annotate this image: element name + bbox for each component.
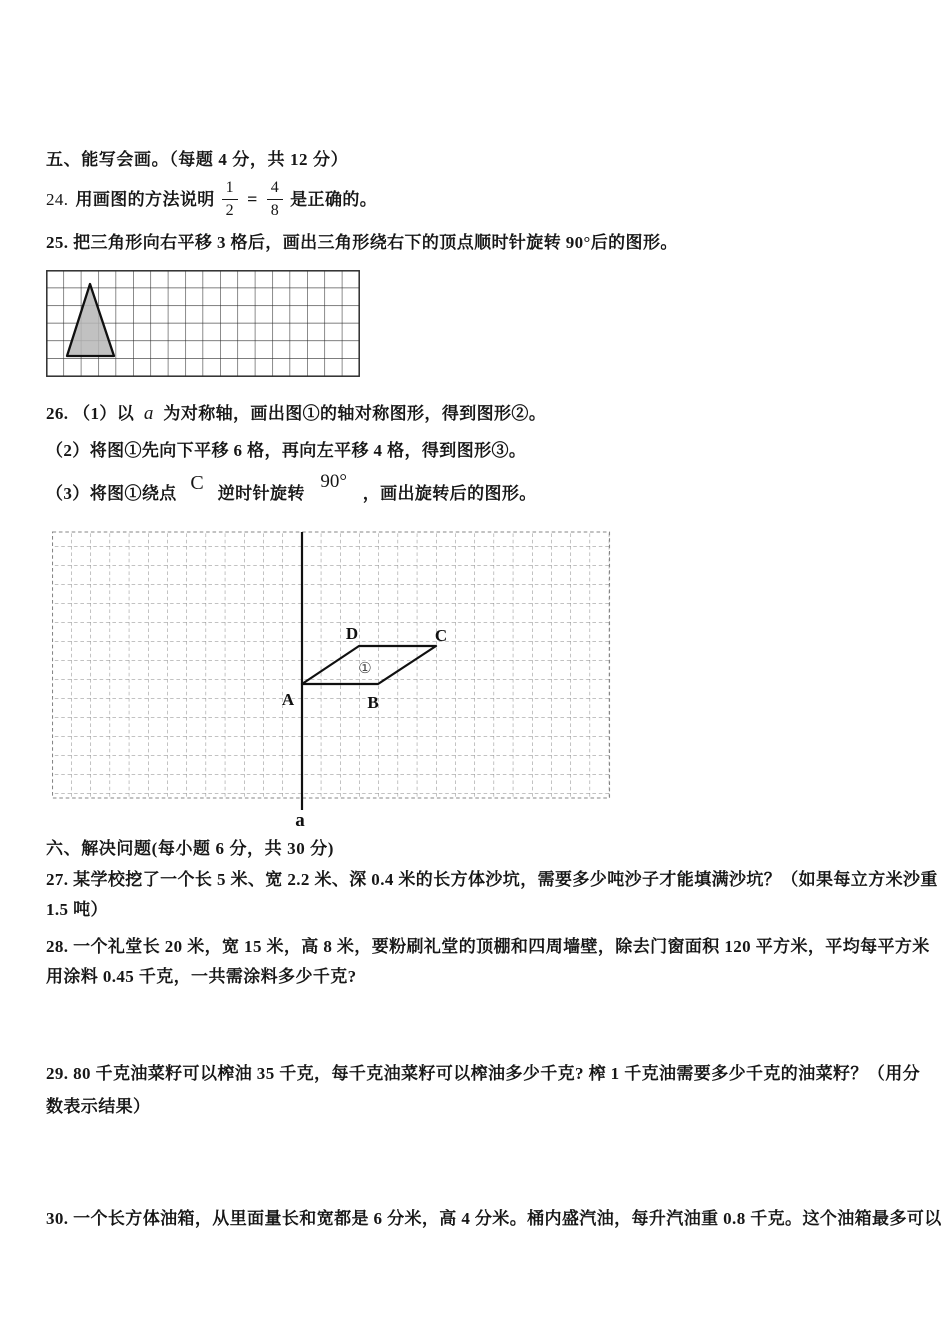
question-26-part1: [46, 403, 546, 424]
q26-rotation-angle: 90°: [320, 471, 348, 492]
axis-a-label: a: [295, 810, 305, 829]
vertex-b-label: B: [367, 693, 379, 712]
question-25: 25. 把三角形向右平移 3 格后，画出三角形绕右下的顶点顺时针旋转 90°后的图形。: [46, 233, 678, 252]
equals-sign: =: [247, 188, 258, 209]
vertex-d-label: D: [345, 624, 359, 643]
vertex-a-label: A: [281, 690, 295, 709]
q26-p3-mid: 逆时针旋转: [217, 484, 305, 503]
figure-triangle-grid: [46, 270, 360, 377]
question-24: [46, 176, 377, 222]
question-27-line2: 1.5 吨）: [46, 900, 108, 919]
question-27-line1: 27. 某学校挖了一个长 5 米、宽 2.2 米、深 0.4 米的长方体沙坑，需要多少吨沙子才能填满沙坑？（如果每立方米沙重: [46, 870, 938, 889]
vertex-c-label: C: [434, 626, 448, 645]
fraction-denominator: 2: [222, 199, 238, 219]
question-29-line2: 数表示结果）: [46, 1097, 151, 1116]
q26-p3-pre: （3）将图①绕点: [46, 484, 177, 503]
question-26-part2: （2）将图①先向下平移 6 格，再向左平移 4 格，得到图形③。: [46, 441, 527, 460]
question-28-line2: 用涂料 0.45 千克，一共需涂料多少千克?: [46, 967, 357, 986]
figure-symmetry-grid: [52, 527, 612, 829]
q24-text-post: 是正确的。: [290, 189, 378, 209]
q26-p3-post: ，画出旋转后的图形。: [362, 484, 537, 503]
q26-p1-post: 为对称轴，画出图①的轴对称图形，得到图形②。: [163, 404, 547, 423]
section5-heading: 五、能写会画。（每题 4 分，共 12 分）: [46, 150, 349, 169]
section6-heading: 六、解决问题(每小题 6 分，共 30 分): [46, 839, 335, 858]
shape1-circled-number: ①: [358, 661, 372, 677]
question-26-part3: [46, 471, 537, 504]
q24-number: 24.: [46, 189, 69, 209]
question-28-line1: 28. 一个礼堂长 20 米，宽 15 米，高 8 米，要粉刷礼堂的顶棚和四周墙壁，除去门窗面积 120 平方米，平均每平方米: [46, 937, 930, 956]
fraction-numerator: 1: [225, 178, 235, 196]
q26-axis-variable: a: [143, 403, 154, 424]
question-30-line1: 30. 一个长方体油箱，从里面量长和宽都是 6 分米，高 4 分米。桶内盛汽油，每升汽油重 0.8 千克。这个油箱最多可以: [46, 1209, 942, 1228]
question-29-line1: 29. 80 千克油菜籽可以榨油 35 千克，每千克油菜籽可以榨油多少千克? 榨 1 千克油需要多少千克的油菜籽？（用分: [46, 1064, 920, 1083]
fraction-denominator: 8: [267, 199, 283, 219]
q26-rotation-point: C: [190, 472, 205, 494]
q24-text-pre: 用画图的方法说明: [75, 189, 215, 209]
fraction-one-half: [222, 180, 238, 219]
q26-p1-pre: 26. （1）以: [46, 404, 135, 423]
fraction-four-eighths: [267, 180, 283, 219]
fraction-numerator: 4: [270, 178, 280, 196]
